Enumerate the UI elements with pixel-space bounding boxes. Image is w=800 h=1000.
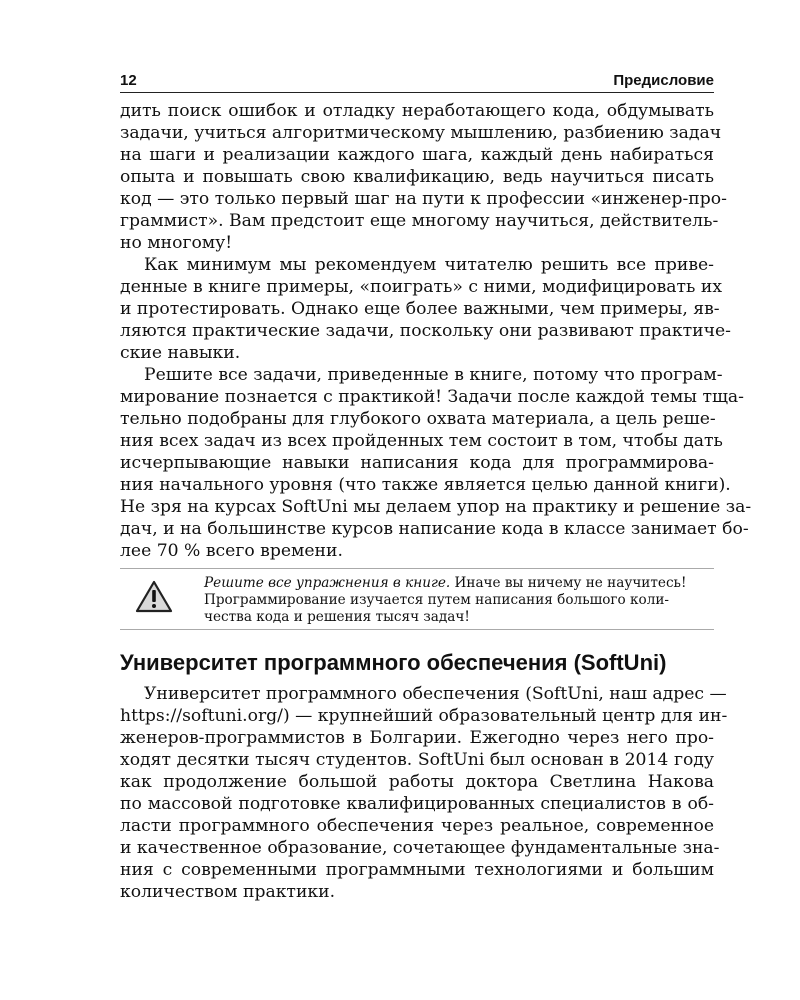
text-line: ласти программного обеспечения через реальное, современное [120,816,714,836]
text-line: ния всех задач из всех пройденных тем состоит в том, чтобы дать [120,431,723,451]
text-line: код — это только первый шаг на пути к профессии «инженер-про- [120,189,727,209]
section-heading: Университет программного обеспечения (SoftUni) [120,650,667,675]
text-line: денные в книге примеры, «поиграть» с ними, модифицировать их [120,277,723,297]
paragraph-1 [120,100,727,254]
text-line: опыта и повышать свою квалификацию, ведь научиться писать [120,167,714,187]
body-text-block-1 [120,100,752,562]
paragraph-3 [120,364,752,562]
text-line: на шаги и реализации каждого шага, каждый день набираться [120,145,714,165]
warning-emphasis: Решите все упражнения в книге. [204,575,451,591]
running-header [120,68,714,94]
warning-line-2: Программирование изучается путем написания большого коли- [204,592,670,608]
text-line: ния начального уровня (что также является целью данной книги). [120,475,731,495]
chapter-title: Предисловие [613,72,714,89]
warning-line-3: чества кода и решения тысяч задач! [204,609,470,625]
text-line: задачи, учиться алгоритмическому мышлению, разбиению задач [120,123,722,143]
section-paragraph [120,683,728,903]
text-line: дач, и на большинстве курсов написание кода в классе занимает бо- [120,519,749,539]
text-line: тельно подобраны для глубокого охвата материала, а цель реше- [120,409,716,429]
text-line: количеством практики. [120,882,336,902]
header-divider [120,92,714,93]
text-line: исчерпывающие навыки написания кода для программирова- [120,453,714,473]
text-line: и протестировать. Однако еще более важными, чем примеры, яв- [120,299,720,319]
text-line: но многому! [120,233,233,253]
text-line: ляются практические задачи, поскольку они развивают практиче- [120,321,731,341]
text-line: Решите все задачи, приведенные в книге, потому что програм- [144,365,723,385]
text-line: лее 70 % всего времени. [120,541,343,561]
text-line: как продолжение большой работы доктора Светлина Накова [120,772,714,792]
body-text-block-2 [120,683,728,903]
text-line: мирование познается с практикой! Задачи после каждой темы тща- [120,387,744,407]
text-line: женеров-программистов в Болгарии. Ежегодно через него про- [120,728,714,748]
warning-callout [120,568,714,630]
warning-triangle-icon [134,579,174,615]
text-line: Как минимум мы рекомендуем читателю решить все приве- [144,255,714,275]
text-line: граммист». Вам предстоит еще многому научиться, действитель- [120,211,719,231]
text-line: и качественное образование, сочетающее фундаментальные зна- [120,838,720,858]
text-line: Университет программного обеспечения (SoftUni, наш адрес — [144,684,727,704]
text-line: дить поиск ошибок и отладку неработающего кода, обдумывать [120,101,714,121]
warning-text [204,575,710,626]
text-line: ходят десятки тысяч студентов. SoftUni был основан в 2014 году [120,750,714,770]
text-line: Не зря на курсах SoftUni мы делаем упор на практику и решение за- [120,497,752,517]
page-number: 12 [120,72,137,89]
warning-line-1: Иначе вы ничему не научитесь! [450,575,687,591]
text-line: ские навыки. [120,343,241,363]
paragraph-2 [120,254,731,364]
text-line: ния с современными программными технологиями и большим [120,860,714,880]
text-line: по массовой подготовке квалифицированных специалистов в об- [120,794,714,814]
text-line: https://softuni.org/) — крупнейший образовательный центр для ин- [120,706,728,726]
